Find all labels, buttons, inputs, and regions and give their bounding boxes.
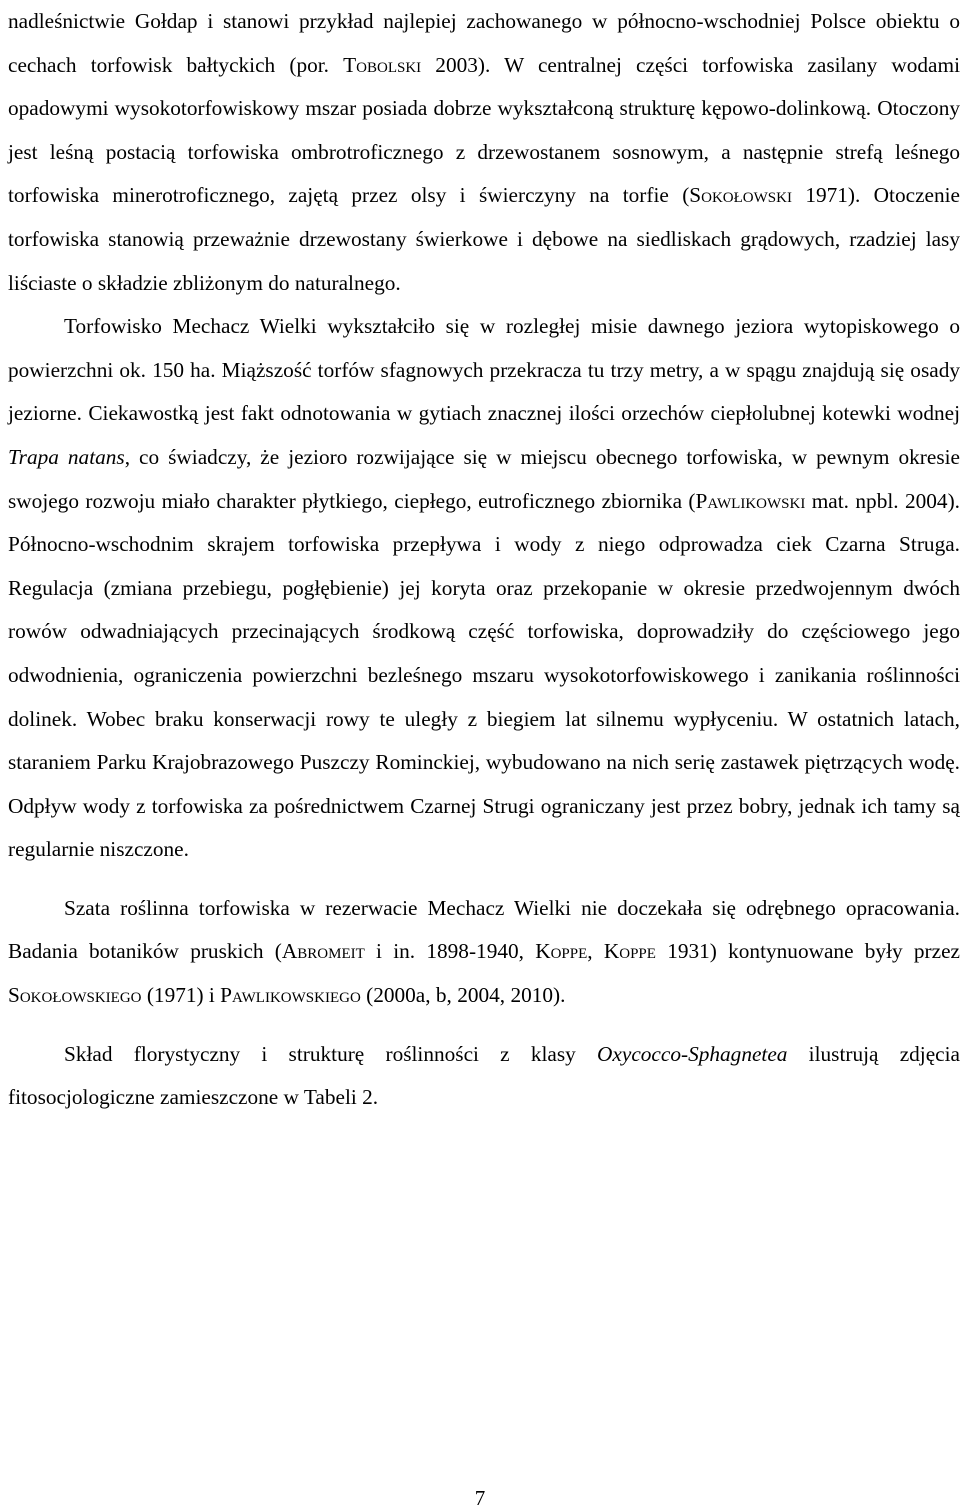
- author-citation: Pawlikowski: [695, 488, 806, 513]
- paragraph-1: [8, 0, 960, 305]
- author-citation: Abromeit: [281, 939, 365, 964]
- text-run: , co świadczy, że jezioro rozwijające się w miejscu obecnego torfowiska, w pewnym okresie swojego rozwoju miało charakter płytkiego, ciepłego, eutroficznego zbiornika (: [8, 444, 960, 513]
- text-run: Skład florystyczny i strukturę roślinności z klasy: [64, 1041, 598, 1066]
- document-page: [8, 0, 960, 1120]
- author-citation: Koppe: [535, 939, 588, 964]
- italic-term: Oxycocco-Sphagnetea: [597, 1041, 788, 1066]
- text-run: Torfowisko Mechacz Wielki wykształciło się w rozległej misie dawnego jeziora wytopiskowego o powierzchni ok. 150 ha. Miąższość torfów sfagnowych przekracza tu trzy metry, a w spągu znajdują się osady jeziorne. Ciekawostką jest fakt odnotowania w gytiach znacznej ilości orzechów ciepłolubnej kotewki wodnej: [8, 314, 960, 426]
- text-run: i in. 1898-1940,: [364, 939, 536, 964]
- text-run: nadleśnictwie Gołdap i stanowi przykład najlepiej zachowanego w północno-wschodniej Polsce obiektu o cechach torfowisk bałtyckich (por.: [8, 9, 960, 77]
- author-citation: Sokołowski: [689, 183, 792, 208]
- text-run: ,: [587, 939, 604, 964]
- author-citation: Koppe: [603, 939, 656, 964]
- paragraph-2: [8, 305, 960, 872]
- text-run: 1931) kontynuowane były przez: [655, 939, 960, 964]
- author-citation: Sokołowskiego: [8, 983, 142, 1008]
- author-citation: Tobolski: [343, 52, 422, 77]
- text-run: Szata roślinna torfowiska w rezerwacie Mechacz Wielki nie doczekała się odrębnego opracowania. Badania botaników pruskich (: [8, 895, 960, 964]
- text-run: (1971) i: [141, 983, 221, 1008]
- paragraph-4: [8, 1033, 960, 1120]
- author-citation: Pawlikowskiego: [220, 983, 361, 1008]
- text-run: (2000a, b, 2004, 2010).: [360, 983, 566, 1008]
- italic-term: Trapa natans: [8, 444, 125, 469]
- paragraph-3: [8, 887, 960, 1018]
- text-run: 2003). W centralnej części torfowiska zasilany wodami opadowymi wysokotorfowiskowy mszar posiada dobrze wykształconą strukturę kępowo-dolinkową. Otoczony jest leśną postacią torfowiska ombrotroficznego z drzewostanem sosnowym, a następnie strefą leśnego torfowiska minerotroficznego, zajętą przez olsy i świerczyny na torfie (: [8, 52, 960, 208]
- page-number: 7: [474, 1486, 486, 1510]
- text-run: mat. npbl. 2004). Północno-wschodnim skrajem torfowiska przepływa i wody z niego odprowadza ciek Czarna Struga. Regulacja (zmiana przebiegu, pogłębienie) jej koryta oraz przekopanie w okresie przedwojennym dwóch rowów odwadniających przecinających środkową część torfowiska, doprowadziły do częściowego jego odwodnienia, ograniczenia powierzchni bezleśnego mszaru wysokotorfowiskowego i zanikania roślinności dolinek. Wobec braku konserwacji rowy te uległy z biegiem lat silnemu wypłyceniu. W ostatnich latach, staraniem Parku Krajobrazowego Puszczy Rominckiej, wybudowano na nich serię zastawek piętrzących wodę. Odpływ wody z torfowiska za pośrednictwem Czarnej Strugi ograniczany jest przez bobry, jednak ich tamy są regularnie niszczone.: [8, 488, 960, 862]
- text-run: ilustrują zdjęcia fitosocjologiczne zamieszczone w Tabeli 2.: [8, 1041, 960, 1110]
- text-run: 1971). Otoczenie torfowiska stanowią przeważnie drzewostany świerkowe i dębowe na siedliskach grądowych, rzadziej lasy liściaste o składzie zbliżonym do naturalnego.: [8, 183, 960, 295]
